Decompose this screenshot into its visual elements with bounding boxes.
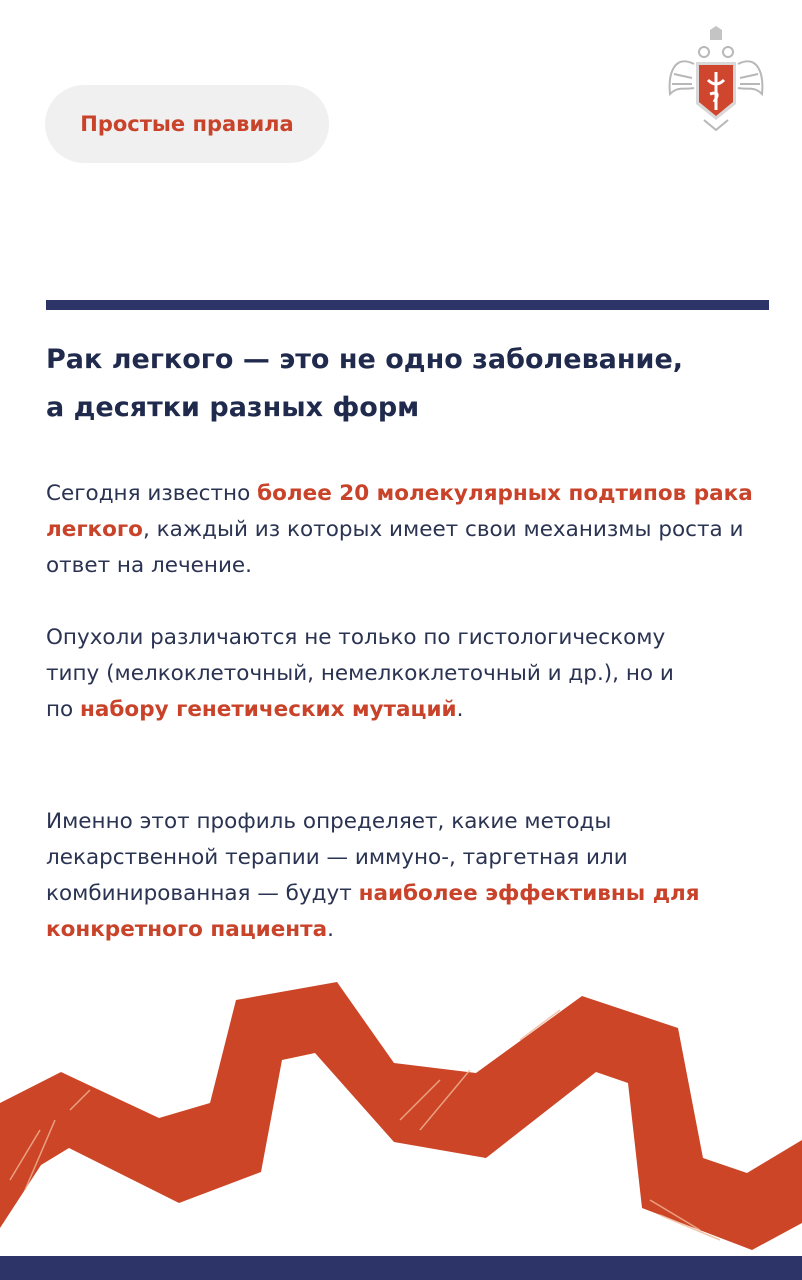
section-badge-label: Простые правила — [80, 112, 294, 136]
text: Опухоли различаются не только по гистологическому типу (мелкоклеточный, немелкоклеточный и др.), но и по — [46, 625, 674, 722]
title-line-1: Рак легкого — это не одно заболевание, — [46, 344, 684, 375]
highlight: более 20 молекулярных подтипов рака легкого — [46, 481, 753, 542]
text: . — [456, 697, 464, 722]
highlight: набору генетических мутаций — [80, 697, 457, 722]
text: Сегодня известно — [46, 481, 258, 506]
footer-bar — [0, 1256, 802, 1280]
highlight: наиболее эффективны для конкретного пациента — [46, 881, 700, 942]
title-line-2: а десятки разных форм — [46, 392, 420, 423]
text: , каждый из которых имеет свои механизмы роста и ответ на лечение. — [46, 517, 744, 578]
text: . — [327, 917, 334, 942]
text: Именно этот профиль определяет, какие методы лекарственной терапии — иммуно-, таргетная или комбинированная — будут — [46, 809, 628, 906]
